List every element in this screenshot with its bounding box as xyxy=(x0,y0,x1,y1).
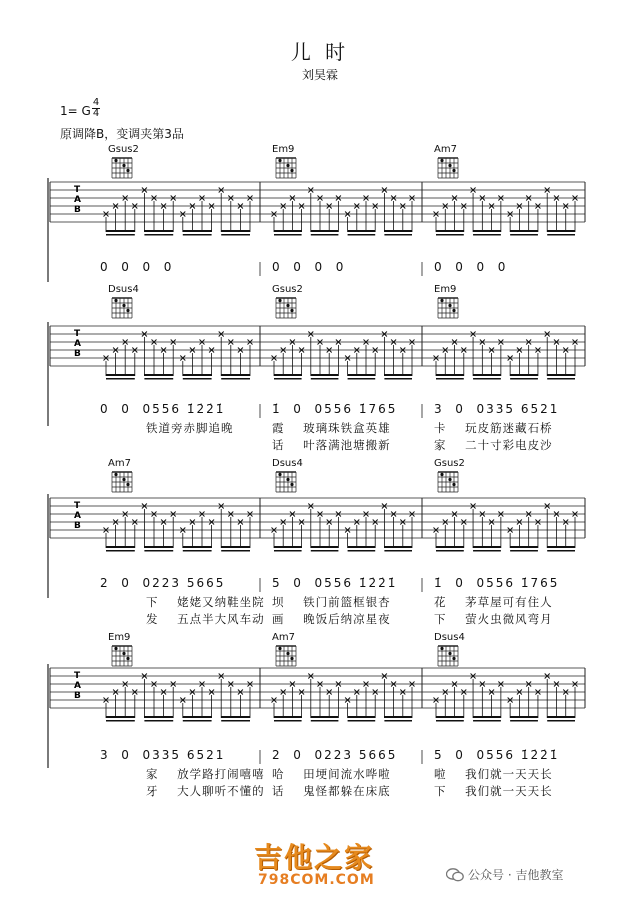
song-artist: 刘昊霖 xyxy=(301,68,338,82)
beam xyxy=(183,720,212,722)
beam xyxy=(348,230,376,232)
beam xyxy=(348,550,376,552)
beam xyxy=(510,234,538,236)
watermark-site-url: 798COM.COM xyxy=(258,872,375,888)
chord-name: Em9 xyxy=(108,632,131,643)
beam xyxy=(436,374,464,376)
lyric-line-2: 发 五点半大风车动 xyxy=(146,612,265,626)
beam xyxy=(274,546,302,548)
tab-clef-letter: T xyxy=(74,329,81,339)
chord-diagram xyxy=(438,646,458,666)
beam xyxy=(144,546,173,548)
time-sig-bottom: 4 xyxy=(92,108,100,119)
lyric-line-1: 家 放学路打闹嘻嘻 xyxy=(146,767,265,781)
chord-diagram xyxy=(276,472,296,492)
beam xyxy=(384,378,412,380)
capo-note: 原调降B，变调夹第3品 xyxy=(60,127,184,141)
beam xyxy=(547,378,575,380)
tab-clef-letter: T xyxy=(74,501,81,511)
beam xyxy=(274,234,302,236)
beam xyxy=(144,374,173,376)
beam xyxy=(106,720,135,722)
chord-name: Em9 xyxy=(272,144,295,155)
beam xyxy=(348,716,376,718)
tab-clef-letter: T xyxy=(74,185,81,195)
number-notation: 3 0 0335 6521 xyxy=(434,402,560,416)
number-notation: 2 0 0223 5665 xyxy=(272,748,398,762)
wechat-label: 公众号 · 吉他教室 xyxy=(468,868,564,882)
number-notation: 5 0 0556 1̇2̇2̇1̇ xyxy=(272,576,398,590)
beam xyxy=(274,378,302,380)
beam xyxy=(106,716,135,718)
chord-name: Dsus4 xyxy=(434,632,465,643)
tab-clef-letter: B xyxy=(74,691,81,701)
beam xyxy=(274,550,302,552)
beam xyxy=(436,546,464,548)
beam xyxy=(510,374,538,376)
beam xyxy=(510,230,538,232)
lyric-line-1: 哈 田埂间流水哗啦 xyxy=(272,767,391,781)
chord-name: Gsus2 xyxy=(272,284,303,295)
beam xyxy=(311,230,339,232)
number-notation: 2 0 0223 5665 xyxy=(100,576,226,590)
beam xyxy=(221,378,250,380)
tab-clef-letter: A xyxy=(74,195,81,205)
beam xyxy=(144,716,173,718)
number-notation: 0 0 0 0 xyxy=(434,260,508,274)
beam xyxy=(311,234,339,236)
tab-clef-letter: B xyxy=(74,349,81,359)
beam xyxy=(384,546,412,548)
beam xyxy=(274,374,302,376)
lyric-line-1: 卡 玩皮筋迷藏石桥 xyxy=(434,421,553,435)
beam xyxy=(183,550,212,552)
lyric-line-2: 画 晚饭后纳凉星夜 xyxy=(272,612,391,626)
beam xyxy=(144,378,173,380)
chord-name: Gsus2 xyxy=(434,458,465,469)
beam xyxy=(183,546,212,548)
beam xyxy=(473,378,501,380)
beam xyxy=(547,234,575,236)
beam xyxy=(221,546,250,548)
beam xyxy=(221,374,250,376)
beam xyxy=(106,374,135,376)
number-notation: 1̇ 0 0556 1̇765 xyxy=(272,402,398,416)
beam xyxy=(473,550,501,552)
lyric-line-1: 啦 我们就一天天长 xyxy=(434,767,553,781)
beam xyxy=(106,550,135,552)
beam xyxy=(510,550,538,552)
lyric-line-2: 话 鬼怪都躲在床底 xyxy=(272,784,391,798)
lyric-line-1: 花 茅草屋可有住人 xyxy=(434,595,553,609)
beam xyxy=(384,230,412,232)
lyric-line-1: 霞 玻璃珠铁盒英雄 xyxy=(272,421,391,435)
beam xyxy=(473,374,501,376)
beam xyxy=(348,234,376,236)
beam xyxy=(510,720,538,722)
beam xyxy=(311,720,339,722)
beam xyxy=(436,720,464,722)
number-notation: 0 0 0 0 xyxy=(272,260,346,274)
beam xyxy=(436,378,464,380)
chord-diagram xyxy=(276,646,296,666)
tab-clef-letter: B xyxy=(74,521,81,531)
beam xyxy=(348,378,376,380)
chord-name: Dsus4 xyxy=(272,458,303,469)
beam xyxy=(473,716,501,718)
beam xyxy=(221,234,250,236)
number-notation: 1̇ 0 0556 1̇765 xyxy=(434,576,560,590)
chord-diagram xyxy=(438,298,458,318)
beam xyxy=(348,374,376,376)
beam xyxy=(183,234,212,236)
tab-clef-letter: B xyxy=(74,205,81,215)
number-notation: 0 0 0 0 xyxy=(100,260,174,274)
beam xyxy=(547,230,575,232)
beam xyxy=(144,234,173,236)
chord-diagram xyxy=(112,298,132,318)
beam xyxy=(144,550,173,552)
number-notation: 0 0 0556 1̇2̇2̇1̇ xyxy=(100,402,226,416)
beam xyxy=(311,550,339,552)
beam xyxy=(547,550,575,552)
beam xyxy=(510,378,538,380)
beam xyxy=(384,374,412,376)
beam xyxy=(183,378,212,380)
tab-clef-letter: A xyxy=(74,339,81,349)
beam xyxy=(384,234,412,236)
beam xyxy=(274,230,302,232)
beam xyxy=(274,720,302,722)
chord-diagram xyxy=(112,646,132,666)
beam xyxy=(384,550,412,552)
key-signature: 1= G xyxy=(60,104,91,118)
beam xyxy=(436,716,464,718)
beam xyxy=(106,378,135,380)
beam xyxy=(547,546,575,548)
beam xyxy=(106,234,135,236)
number-notation: 5 0 0556 1̇2̇2̇1̇ xyxy=(434,748,560,762)
lyric-line-2: 话 叶落满池塘搬新 xyxy=(272,438,391,452)
song-title: 儿 时 xyxy=(290,40,350,64)
beam xyxy=(436,234,464,236)
beam xyxy=(436,230,464,232)
chord-diagram xyxy=(438,472,458,492)
tab-clef-letter: T xyxy=(74,671,81,681)
beam xyxy=(510,546,538,548)
beam xyxy=(221,230,250,232)
lyric-line-1: 坝 铁门前篮框银杏 xyxy=(272,595,391,609)
watermark-site-name: 吉他之家 xyxy=(254,841,375,874)
chord-name: Dsus4 xyxy=(108,284,139,295)
chord-name: Am7 xyxy=(272,632,295,643)
lyric-line-2: 家 二十寸彩电皮沙 xyxy=(434,438,553,452)
beam xyxy=(221,720,250,722)
beam xyxy=(183,716,212,718)
wechat-icon xyxy=(446,868,464,882)
beam xyxy=(311,716,339,718)
beam xyxy=(106,230,135,232)
beam xyxy=(547,716,575,718)
beam xyxy=(311,378,339,380)
beam xyxy=(473,234,501,236)
chord-name: Gsus2 xyxy=(108,144,139,155)
chord-diagram xyxy=(276,158,296,178)
chord-diagram xyxy=(276,298,296,318)
beam xyxy=(221,550,250,552)
beam xyxy=(384,716,412,718)
lyric-line-2: 下 萤火虫微风弯月 xyxy=(434,612,553,626)
beam xyxy=(547,374,575,376)
beam xyxy=(144,230,173,232)
beam xyxy=(473,546,501,548)
tab-clef-letter: A xyxy=(74,511,81,521)
beam xyxy=(274,716,302,718)
lyric-line-1: 铁道旁赤脚追晚 xyxy=(146,421,234,435)
lyric-line-2: 牙 大人聊听不懂的 xyxy=(146,784,265,798)
chord-diagram xyxy=(438,158,458,178)
beam xyxy=(510,716,538,718)
chord-diagram xyxy=(112,472,132,492)
lyric-line-2: 下 我们就一天天长 xyxy=(434,784,553,798)
beam xyxy=(311,546,339,548)
beam xyxy=(183,374,212,376)
chord-name: Am7 xyxy=(108,458,131,469)
number-notation: 3 0 0335 6521 xyxy=(100,748,226,762)
lyric-line-1: 下 姥姥又纳鞋坐院 xyxy=(146,595,265,609)
tab-clef-letter: A xyxy=(74,681,81,691)
beam xyxy=(144,720,173,722)
beam xyxy=(183,230,212,232)
time-sig-top: 4 xyxy=(92,97,100,108)
beam xyxy=(221,716,250,718)
beam xyxy=(348,720,376,722)
chord-name: Em9 xyxy=(434,284,457,295)
chord-diagram xyxy=(112,158,132,178)
chord-name: Am7 xyxy=(434,144,457,155)
beam xyxy=(436,550,464,552)
beam xyxy=(384,720,412,722)
beam xyxy=(547,720,575,722)
beam xyxy=(311,374,339,376)
beam xyxy=(106,546,135,548)
wechat-account xyxy=(446,866,563,883)
beam xyxy=(473,230,501,232)
beam xyxy=(348,546,376,548)
beam xyxy=(473,720,501,722)
